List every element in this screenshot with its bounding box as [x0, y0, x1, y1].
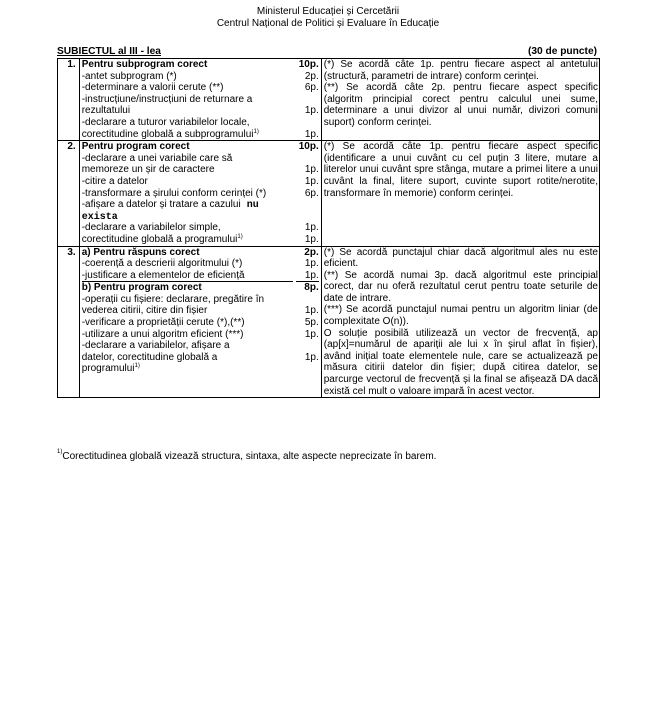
criteria-cell [79, 59, 294, 141]
code-keyword: nu [240, 200, 259, 212]
criterion-text: memoreze un șir de caractere [81, 164, 215, 176]
criterion-text: -declarare a variabilelor, afișare a [81, 340, 230, 352]
item-number: 1. [58, 59, 80, 141]
points-value: 5p. [304, 317, 319, 329]
points-value: 1p. [304, 328, 319, 340]
criterion-line [82, 141, 293, 153]
table-row [58, 59, 600, 141]
criterion-line [82, 340, 293, 352]
points-value [296, 94, 319, 106]
criterion-line [82, 153, 293, 165]
criterion-line [82, 199, 293, 211]
criterion-text: Pentru subprogram corect [81, 59, 208, 70]
points-cell [294, 141, 321, 246]
subject-heading [57, 46, 597, 57]
criterion-line [82, 222, 293, 234]
criterion-line [82, 188, 293, 200]
criterion-text: -coerență a descrierii algoritmului (*) [81, 258, 243, 270]
explanation-paragraph: (*) Se acordă punctajul chiar dacă algoritmul ales nu este eficient. [323, 246, 598, 270]
criterion-line [82, 363, 293, 375]
criterion-text: -antet subprogram (*) [81, 70, 177, 82]
subject-points: (30 de puncte) [527, 46, 597, 57]
criterion-text: -transformare a șirului conform cerinței (*) [81, 187, 267, 199]
criterion-text: -citire a datelor [81, 175, 148, 187]
criterion-text: corectitudine globală a subprogramului [81, 128, 254, 140]
criterion-line [82, 294, 293, 306]
criterion-line [82, 59, 293, 71]
criterion-line [82, 234, 293, 246]
grading-table [57, 58, 600, 398]
criterion-text: rezultatului [81, 105, 131, 117]
criterion-line [82, 117, 293, 129]
explanation-cell [321, 59, 599, 141]
criterion-text: -utilizare a unui algoritm eficient (***) [81, 328, 244, 340]
points-value: 1p. [304, 175, 319, 187]
points-value: 1p. [304, 305, 319, 317]
item-number: 2. [58, 141, 80, 246]
points-value: 1p. [304, 128, 319, 140]
points-value [296, 153, 319, 165]
document-header [0, 6, 656, 29]
criterion-line [82, 176, 293, 188]
explanation-paragraph: O soluție posibilă utilizează un vector de frecvență, ap (ap[x]=numărul de apariții ale lui x în șirul aflat în fișier), având inițial toate elementele nule, care se actualizează pe măsura citirii datelor din fișier; după citirea datelor, se parcurge vectorul de frecvență și la final se afișează DA dacă există cel mult o valoare impară în acest vector. [323, 327, 598, 397]
criterion-text: a) Pentru răspuns corect [81, 246, 200, 258]
criterion-line [82, 82, 293, 94]
points-value: 6p. [304, 82, 319, 94]
points-value: 1p. [304, 222, 319, 234]
points-value [296, 340, 319, 352]
explanation-paragraph: (*) Se acordă câte 1p. pentru fiecare aspect al antetului (structură, parametri de intrare) conform cerinței. [323, 59, 598, 82]
criterion-line [82, 352, 293, 364]
criterion-line [82, 258, 293, 270]
explanation-paragraph: (**) Se acordă câte 2p. pentru fiecare aspect specific (algoritm principial corect pentru calculul unei sume, determinare a unui divizor al unui număr, divizori comuni suport) conform cerinței. [323, 82, 598, 128]
explanation-paragraph: (*) Se acordă câte 1p. pentru fiecare aspect specific (identificare a unui cuvânt cu cel puțin 3 litere, mutare a literelor unui cuvânt spre stânga, mutare a primei litere a unui cuvânt la final, litere suport, cuvinte suport rotite/nerotite, transformare în memorie) conform cerinței. [323, 141, 598, 199]
criterion-text: corectitudine globală a programului [81, 233, 238, 245]
subject-title: SUBIECTUL al III - lea [57, 46, 161, 57]
points-value: 1p. [304, 269, 319, 281]
criteria-cell [79, 246, 294, 398]
points-value: 1p. [304, 258, 319, 270]
points-value: 2p. [304, 246, 319, 258]
criterion-line [82, 129, 293, 141]
footnote-ref: 1) [253, 128, 259, 135]
points-value: 10p. [298, 59, 319, 70]
points-value: 8p. [296, 281, 319, 294]
points-value [296, 211, 319, 223]
points-value [296, 117, 319, 129]
criteria-cell [79, 141, 294, 246]
footnote-mark: 1) [57, 449, 63, 455]
points-value [296, 294, 319, 306]
center-name: Centrul Național de Politici și Evaluare în Educație [216, 17, 440, 29]
criterion-text: -operații cu fișiere: declarare, pregătire în [81, 293, 265, 305]
explanation-paragraph: (***) Se acordă punctajul numai pentru un algoritm liniar (de complexitate O(n)). [323, 304, 598, 328]
explanation-cell [321, 246, 599, 398]
criterion-text: -justificare a elementelor de eficiență [81, 269, 245, 281]
criterion-text: -afișare a datelor și tratare a cazului [81, 199, 241, 211]
criterion-text: -declarare a unei variabile care să [81, 152, 233, 164]
points-value [296, 199, 319, 211]
criterion-text: vederea citirii, citire din fișier [81, 305, 208, 317]
table-row [58, 246, 600, 398]
criterion-line [82, 270, 293, 282]
table-row [58, 141, 600, 246]
points-value [296, 363, 319, 375]
criterion-text: -determinare a valorii cerute (**) [81, 82, 224, 94]
criterion-text: datelor, corectitudine globală a [81, 351, 218, 363]
ministry-name: Ministerul Educației și Cercetării [256, 6, 400, 17]
criterion-text: -declarare a variabilelor simple, [81, 222, 221, 234]
criterion-text: programului [81, 363, 135, 375]
explanation-cell [321, 141, 599, 246]
footnote [57, 451, 436, 462]
criterion-text: Pentru program corect [81, 141, 190, 153]
criterion-line [82, 329, 293, 341]
explanation-paragraph: (**) Se acordă numai 3p. dacă algoritmul este principial corect, dar nu oferă rezultatul cerut pentru toate seturile de date de intrare. [323, 269, 598, 304]
points-cell [294, 246, 321, 398]
points-value: 1p. [304, 351, 319, 363]
criterion-text: -declarare a tuturor variabilelor locale, [81, 116, 250, 128]
footnote-ref: 1) [237, 233, 243, 240]
criterion-line [82, 105, 293, 117]
points-cell [294, 59, 321, 141]
criterion-line [82, 211, 293, 223]
criterion-line [82, 94, 293, 106]
points-value: 6p. [304, 187, 319, 199]
points-value: 1p. [304, 105, 319, 117]
points-value: 2p. [304, 70, 319, 82]
item-number: 3. [58, 246, 80, 398]
criterion-line [82, 247, 293, 259]
criterion-line [82, 281, 293, 294]
criterion-line [82, 317, 293, 329]
points-value: 1p. [304, 233, 319, 245]
code-keyword: exista [81, 211, 118, 223]
criterion-line [82, 305, 293, 317]
points-value: 1p. [304, 164, 319, 176]
criterion-text: b) Pentru program corect [81, 282, 202, 294]
criterion-text: -verificare a proprietății cerute (*),(**) [81, 317, 245, 329]
points-value: 10p. [298, 141, 319, 153]
criterion-text: -instrucțiune/instrucțiuni de returnare a [81, 93, 253, 105]
criterion-line [82, 71, 293, 83]
criterion-line [82, 164, 293, 176]
footnote-ref: 1) [134, 363, 140, 370]
footnote-text: Corectitudinea globală vizează structura, sintaxa, alte aspecte neprecizate în barem. [62, 451, 437, 462]
